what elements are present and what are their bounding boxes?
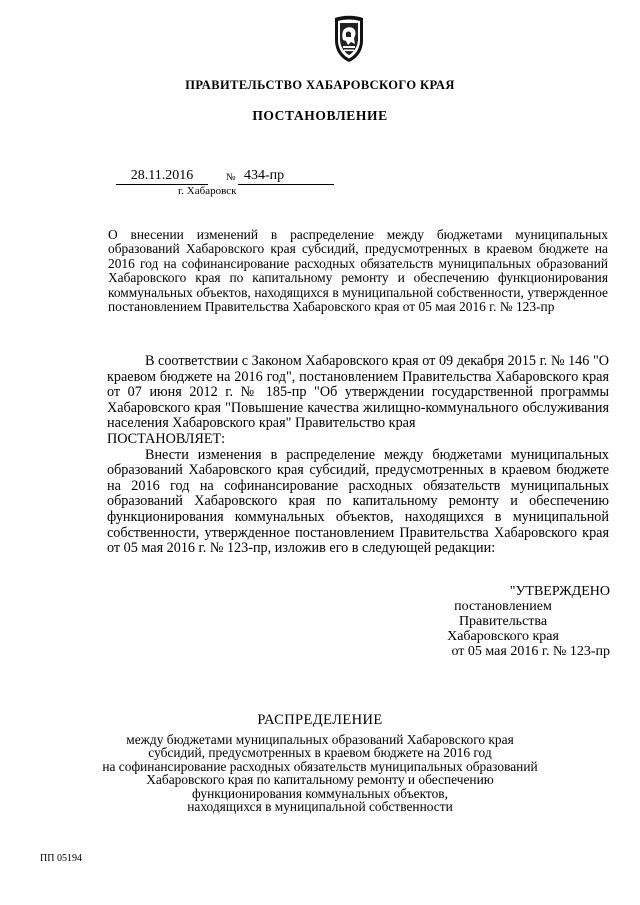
- document-code: ПП 05194: [40, 853, 82, 864]
- number-sign: №: [226, 172, 236, 183]
- subtitle-line: Хабаровского края по капитальному ремонту и обеспечению: [146, 772, 494, 788]
- document-type: ПОСТАНОВЛЕНИЕ: [252, 108, 388, 123]
- decree-keyword: ПОСТАНОВЛЯЕТ:: [107, 430, 226, 447]
- government-name: ПРАВИТЕЛЬСТВО ХАБАРОВСКОГО КРАЯ: [185, 78, 455, 92]
- decree-number: 434-пр: [238, 168, 334, 185]
- distribution-subtitle: [100, 733, 540, 813]
- approval-line: Хабаровского края: [447, 629, 559, 644]
- subtitle-line: на софинансирование расходных обязательств муниципальных образований: [102, 758, 538, 774]
- subtitle-line: находящихся в муниципальной собственности: [187, 799, 453, 815]
- distribution-title: РАСПРЕДЕЛЕНИЕ: [257, 712, 383, 728]
- city: г. Хабаровск: [178, 185, 237, 197]
- decree-body: [107, 354, 609, 557]
- decree-subject: О внесении изменений в распределение между бюджетами муниципальных образований Хабаровского края субсидий, предусмотренных в краевом бюджете на 2016 год на софинансирование расходных обязательств муниципальных образований Хабаровского края по капитальному ремонту и обеспечению функционирования коммунальных объектов, находящихся в муниципальной собственности, утвержденное постановлением Правительства Хабаровского края от 05 мая 2016 г. № 123-пр: [108, 227, 608, 315]
- decree-date: 28.11.2016: [116, 168, 208, 185]
- operative-paragraph: Внести изменения в распределение между бюджетами муниципальных образований Хабаровского края субсидий, предусмотренных в краевом бюджете на 2016 год на софинансирование расходных обязательств муниципальных образований Хабаровского края по капитальному ремонту и обеспечению функционирования коммунальных объектов, находящихся в муниципальной собственности, утвержденное постановлением Правительства Хабаровского края от 05 мая 2016 г. № 123-пр, изложив его в следующей редакции:: [107, 446, 609, 557]
- coat-of-arms-icon: [329, 14, 369, 64]
- registration-line: [116, 168, 336, 186]
- approval-stamp: [396, 584, 610, 659]
- approval-line: постановлением: [454, 599, 552, 614]
- subtitle-line: субсидий, предусмотренных в краевом бюджете на 2016 год: [148, 745, 492, 761]
- approval-head: "УТВЕРЖДЕНО: [509, 584, 610, 599]
- approval-line: от 05 мая 2016 г. № 123-пр: [451, 644, 610, 659]
- preamble-paragraph: В соответствии с Законом Хабаровского края от 09 декабря 2015 г. № 146 "О краевом бюджете на 2016 год", постановлением Правительства Хабаровского края от 07 июня 2012 г. № 185-пр "Об утверждении государственной программы Хабаровского края "Повышение качества жилищно-коммунального обслуживания населения Хабаровского края" Правительство края: [107, 353, 609, 432]
- subtitle-line: между бюджетами муниципальных образований Хабаровского края: [126, 732, 514, 747]
- approval-line: Правительства: [458, 614, 548, 629]
- subtitle-line: функционирования коммунальных объектов,: [192, 785, 448, 801]
